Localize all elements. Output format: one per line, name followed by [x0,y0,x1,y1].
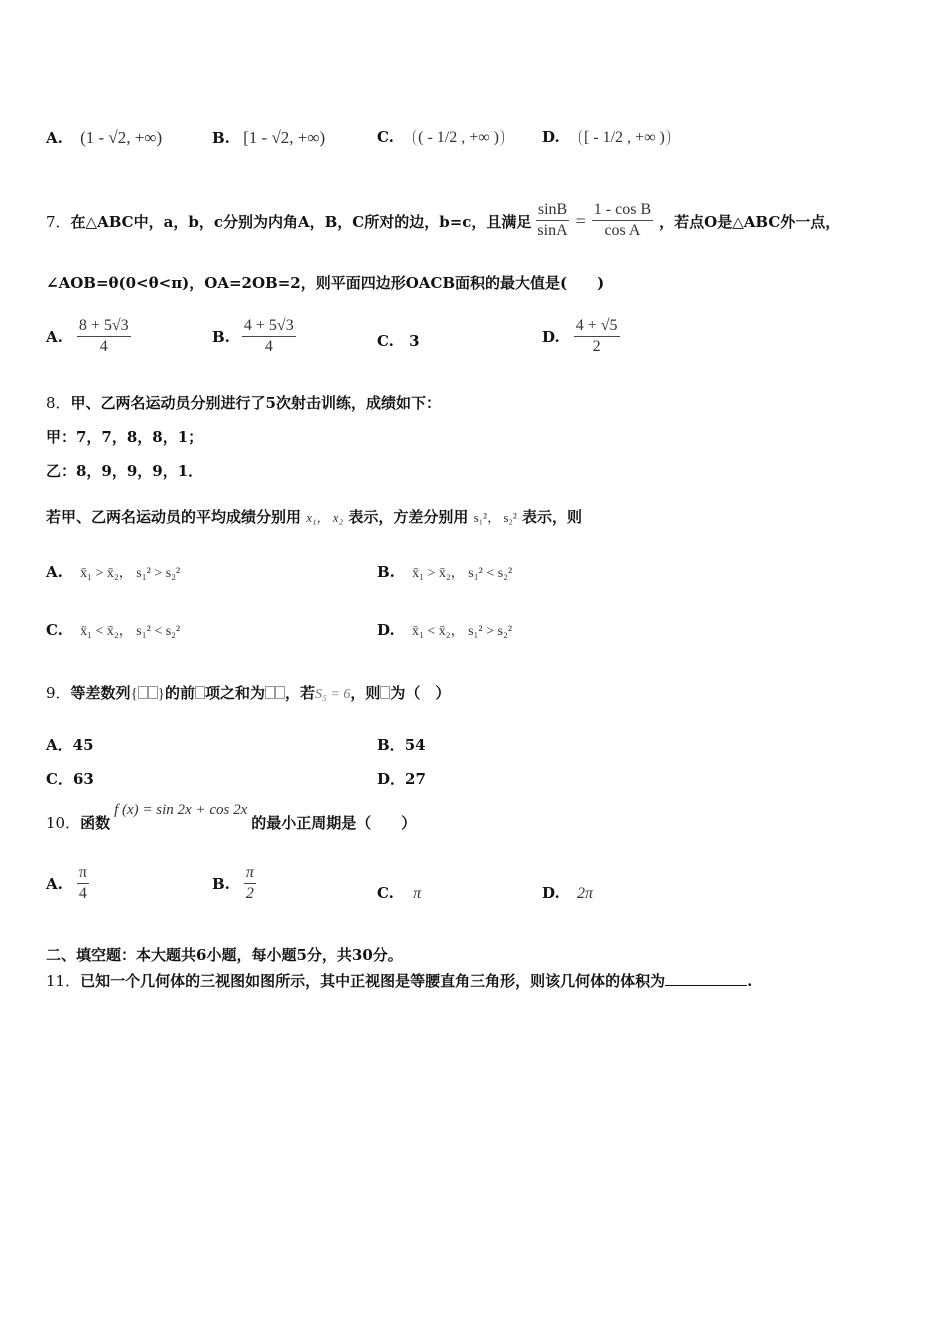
option-label: C. [377,332,394,350]
q7-stem [46,186,840,256]
question-text: 在△ABC中，a，b，c分别为内角A，B，C所对的边，b=c，且满足 [70,212,532,231]
fraction-cos: $\frac{\text{1 - cos B}}{\text{cos A}}$ [593,201,652,239]
option-expr: [1 - √2, +∞) [243,128,326,147]
option-expr: x̄₁ > x̄₂， s₁² > s₂² [80,566,181,581]
option-label: D. [542,128,560,146]
function-expr: f (x) = sin 2x + cos 2x [114,801,248,818]
question-number: 9． [46,684,71,702]
option-label: A. [46,129,63,147]
question-text: 为（ ） [390,684,451,702]
option-value: 54 [404,736,426,754]
placeholder-box-icon [265,686,275,699]
placeholder-box-icon [195,686,205,699]
q7-option-b [212,312,296,362]
question-text: 等差数列 [70,684,131,702]
question-text: 甲、乙两名运动员分别进行了5次射击训练，成绩如下： [70,394,441,412]
equals-sign: = [575,210,586,231]
mean-vars: x₁， x₂ [306,510,344,525]
option-label: A. [46,563,63,581]
question-number: 7． [46,212,71,231]
option-expr: x̄₁ < x̄₂， s₁² > s₂² [411,624,513,639]
option-value: 45 [72,736,94,754]
question-text: 的最小正周期是（ ） [251,813,417,832]
question-text: 项之和为 [204,684,265,702]
option-label: D． [377,770,406,788]
question-number: 8． [46,394,71,412]
q6-option-d [542,128,670,147]
option-label: B. [212,129,230,147]
placeholder-box-icon [380,686,390,699]
variance-vars: s₁²， s₂² [473,510,517,525]
q10-option-a [46,860,89,908]
option-label: D. [542,328,560,346]
option-fraction: $\frac{4 + √5}{2}$ [575,317,618,355]
question-text: ，若 [285,684,316,702]
question-number: 10． [46,813,81,832]
option-value: 63 [72,770,94,788]
option-label: B. [212,328,230,346]
fraction-sinb-sina: $\frac{\sin B}{\sin A}$ [537,201,568,239]
option-label: C. [377,128,394,146]
q8-yi-scores: 乙：8，9，9，9，1． [46,462,204,480]
option-fraction: $\frac{\pi}{2}$ [245,864,254,902]
option-expr: x̄₁ < x̄₂， s₁² < s₂² [80,624,181,639]
q7-option-a [46,312,131,362]
question-text: 表示，则 [522,508,583,526]
condition-expr: S₅ = 6 [315,687,351,702]
q7-line2: ∠AOB=θ(0<θ<π)，OA=2OB=2，则平面四边形OACB面积的最大值是( ) [46,274,605,292]
q9-stem: 9．等差数列{ }的前 项之和为 ，若S₅ = 6，则 为（ ） [46,684,451,702]
q10-option-d [542,884,593,903]
option-label: D. [542,884,560,902]
q10-option-b [212,860,256,908]
q7-option-c [377,332,420,350]
q9-option-a [46,734,94,755]
option-fraction: $\frac{\pi}{4}$ [78,864,87,902]
question-text: 的前 [164,684,195,702]
option-label: A． [46,736,73,754]
question-text: 表示，方差分别用 [348,508,469,526]
option-expr: x̄₁ > x̄₂， s₁² < s₂² [412,566,513,581]
option-label: B. [377,563,395,581]
question-text: . [747,972,753,990]
placeholder-box-icon [138,686,148,699]
q8-jia-scores: 甲：7，7，8，8，1； [46,428,204,446]
option-label: B. [212,875,230,893]
option-expr: [ - 1/2 , +∞ ) [579,129,670,146]
option-label: D. [377,621,395,639]
question-text: 已知一个几何体的三视图如图所示，其中正视图是等腰直角三角形，则该几何体的体积为 [80,972,666,990]
option-label: C. [46,621,63,639]
placeholder-box-icon [148,686,158,699]
q10-stem [46,800,416,844]
q9-option-d [377,768,426,789]
option-label: A. [46,328,63,346]
q11-stem [46,970,752,991]
q8-option-d [377,620,512,640]
option-label: C. [377,884,394,902]
option-label: B． [377,736,405,754]
question-number: 11． [46,972,81,990]
option-fraction: $\frac{4 + 5√3}{4}$ [243,317,294,355]
q8-option-b [377,562,512,582]
q8-stem [46,392,441,413]
q8-option-a [46,562,180,582]
option-label: A. [46,875,63,893]
q7-option-d [542,312,620,362]
option-value: 27 [405,770,426,788]
q10-option-c [377,884,421,903]
q9-option-b [377,734,426,755]
option-fraction: $\frac{8 + 5√3}{4}$ [78,317,129,355]
option-expr: ( - 1/2 , +∞ ) [413,129,504,146]
placeholder-box-icon [275,686,285,699]
q8-option-c [46,620,180,640]
question-text: 若甲、乙两名运动员的平均成绩分别用 [46,508,302,526]
q8-ask [46,506,582,527]
q6-option-b [212,128,325,148]
section-heading: 二、填空题：本大题共6小题，每小题5分，共30分。 [46,946,403,964]
q6-option-c [377,128,504,147]
option-value: 3 [409,332,420,350]
q9-option-c [46,768,94,789]
question-text: ，若点O是△ABC外一点， [659,212,841,231]
answer-blank[interactable] [665,973,747,986]
question-text: 函数 [80,813,111,832]
option-value: 2π [576,885,593,902]
option-expr: (1 - √2, +∞) [80,128,163,147]
q6-option-a [46,128,162,148]
option-value: π [413,885,422,902]
option-label: C． [46,770,73,788]
question-text: ，则 [350,684,381,702]
